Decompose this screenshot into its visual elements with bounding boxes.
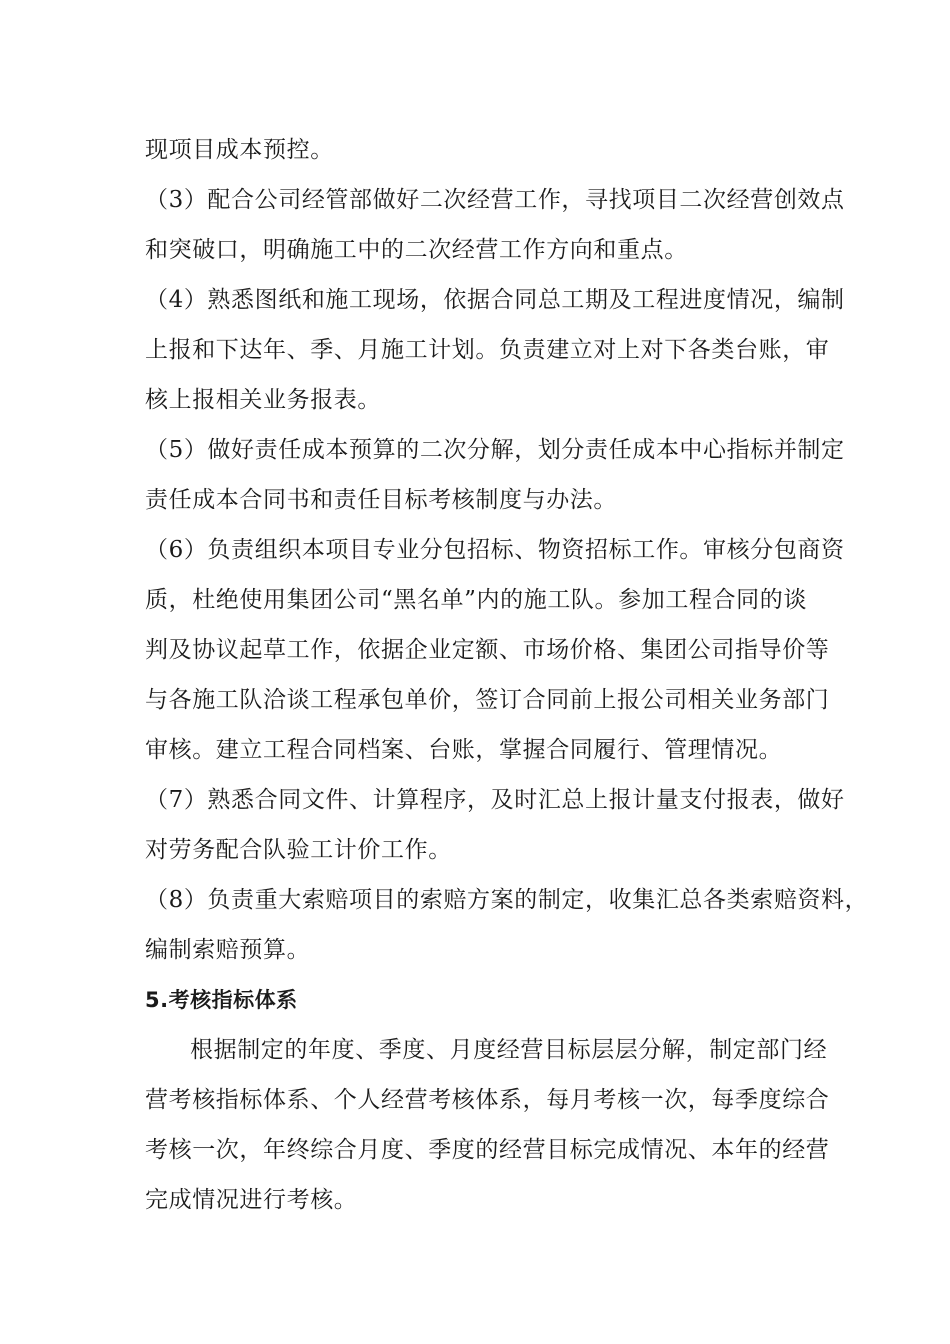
text-line: 判及协议起草工作，依据企业定额、市场价格、集团公司指导价等 bbox=[145, 637, 830, 663]
text-line: （7）熟悉合同文件、计算程序，及时汇总上报计量支付报表，做好 bbox=[145, 787, 845, 813]
text-line: 现项目成本预控。 bbox=[145, 137, 334, 163]
section-heading: 5.考核指标体系 bbox=[145, 988, 298, 1012]
text-line: 和突破口，明确施工中的二次经营工作方向和重点。 bbox=[145, 237, 688, 263]
text-line: 对劳务配合队验工计价工作。 bbox=[145, 837, 452, 863]
text-line: （3）配合公司经管部做好二次经营工作，寻找项目二次经营创效点 bbox=[145, 187, 845, 213]
text-line: （4）熟悉图纸和施工现场，依据合同总工期及工程进度情况，编制 bbox=[145, 287, 845, 313]
paragraph-line: 根据制定的年度、季度、月度经营目标层层分解，制定部门经 bbox=[190, 1037, 828, 1063]
paragraph-line: 考核一次，年终综合月度、季度的经营目标完成情况、本年的经营 bbox=[145, 1137, 830, 1163]
paragraph-line: 完成情况进行考核。 bbox=[145, 1187, 358, 1213]
text-line: （5）做好责任成本预算的二次分解，划分责任成本中心指标并制定 bbox=[145, 437, 845, 463]
text-line: 编制索赔预算。 bbox=[145, 937, 311, 963]
text-line: （8）负责重大索赔项目的索赔方案的制定，收集汇总各类索赔资料， bbox=[145, 887, 869, 913]
text-line: 质，杜绝使用集团公司“黑名单”内的施工队。参加工程合同的谈 bbox=[145, 587, 807, 613]
text-line: 审核。建立工程合同档案、台账，掌握合同履行、管理情况。 bbox=[145, 737, 783, 763]
text-line: （6）负责组织本项目专业分包招标、物资招标工作。审核分包商资 bbox=[145, 537, 845, 563]
text-line: 责任成本合同书和责任目标考核制度与办法。 bbox=[145, 487, 617, 513]
text-line: 上报和下达年、季、月施工计划。负责建立对上对下各类台账，审 bbox=[145, 337, 830, 363]
paragraph-line: 营考核指标体系、个人经营考核体系，每月考核一次，每季度综合 bbox=[145, 1087, 830, 1113]
text-line: 核上报相关业务报表。 bbox=[145, 387, 381, 413]
text-line: 与各施工队洽谈工程承包单价，签订合同前上报公司相关业务部门 bbox=[145, 687, 830, 713]
